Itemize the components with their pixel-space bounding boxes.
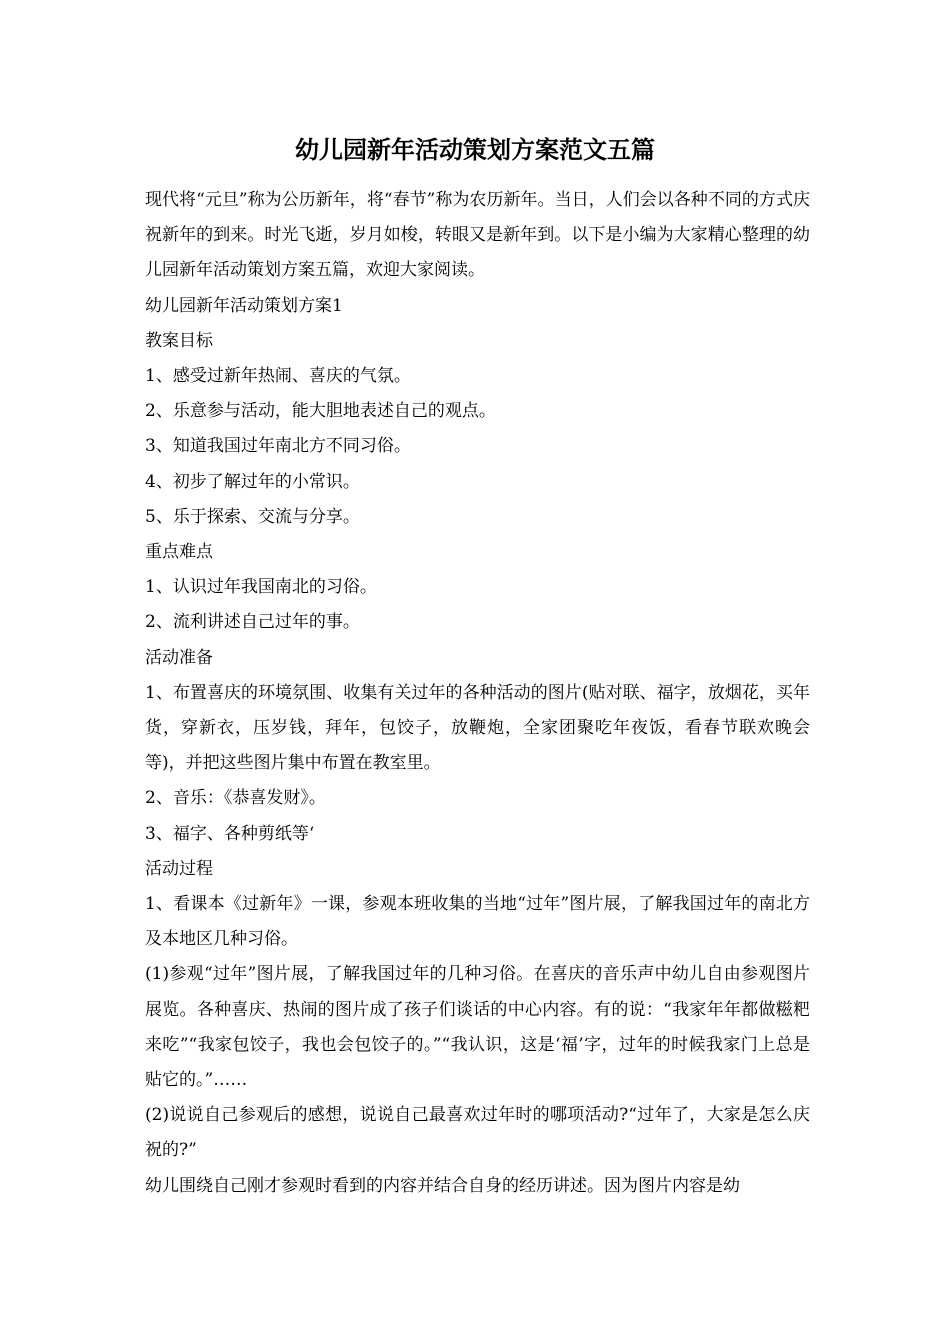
preparation-item-3: 3、福字、各种剪纸等‘: [145, 823, 315, 844]
goal-item-3: 3、知道我国过年南北方不同习俗。: [145, 436, 411, 457]
key-point-item-1: 1、认识过年我国南北的习俗。: [145, 577, 377, 598]
goal-item-5: 5、乐于探索、交流与分享。: [145, 506, 360, 527]
goal-item-1: 1、感受过新年热闹、喜庆的气氛。: [145, 366, 411, 387]
process-paragraph: 幼儿围绕自己刚才参观时看到的内容并结合自身的经历讲述。因为图片内容是幼: [145, 1175, 740, 1196]
document-title: 幼儿园新年活动策划方案范文五篇: [295, 135, 655, 164]
preparation-item-2: 2、音乐：《恭喜发财》。: [145, 788, 326, 809]
process-item-1: 1、看课本《过新年》一课，参观本班收集的当地“过年”图片展，了解我国过年的南北方及本地区几种习俗。: [145, 894, 810, 950]
process-item-1-part-2: (2)说说自己参观后的感想，说说自己最喜欢过年时的哪项活动?“过年了，大家是怎么庆祝的?”: [145, 1105, 810, 1161]
preparation-item-1: 1、布置喜庆的环境氛围、收集有关过年的各种活动的图片(贴对联、福字，放烟花，买年货，穿新衣，压岁钱，拜年，包饺子，放鞭炮，全家团聚吃年夜饭，看春节联欢晚会等)，并把这些图片集中布置在教室里。: [145, 682, 810, 774]
document-body: [145, 183, 810, 1204]
goal-item-2: 2、乐意参与活动，能大胆地表述自己的观点。: [145, 401, 496, 422]
subheading-process: 活动过程: [145, 858, 213, 879]
section-heading-plan-1: 幼儿园新年活动策划方案1: [145, 295, 343, 316]
subheading-preparation: 活动准备: [145, 647, 213, 668]
subheading-goals: 教案目标: [145, 330, 213, 351]
goal-item-4: 4、初步了解过年的小常识。: [145, 471, 360, 492]
key-point-item-2: 2、流利讲述自己过年的事。: [145, 612, 360, 633]
process-item-1-part-1: (1)参观“过年”图片展，了解我国过年的几种习俗。在喜庆的音乐声中幼儿自由参观图片展览。各种喜庆、热闹的图片成了孩子们谈话的中心内容。有的说：“我家年年都做糍粑来吃”“我家包饺子，我也会包饺子的。”“我认识，这是‘福’字，过年的时候我家门上总是贴它的。”……: [145, 964, 810, 1091]
intro-paragraph: 现代将“元旦”称为公历新年，将“春节”称为农历新年。当日，人们会以各种不同的方式庆祝新年的到来。时光飞逝，岁月如梭，转眼又是新年到。以下是小编为大家精心整理的幼儿园新年活动策划方案五篇，欢迎大家阅读。: [145, 190, 810, 281]
subheading-key-points: 重点难点: [145, 542, 213, 563]
